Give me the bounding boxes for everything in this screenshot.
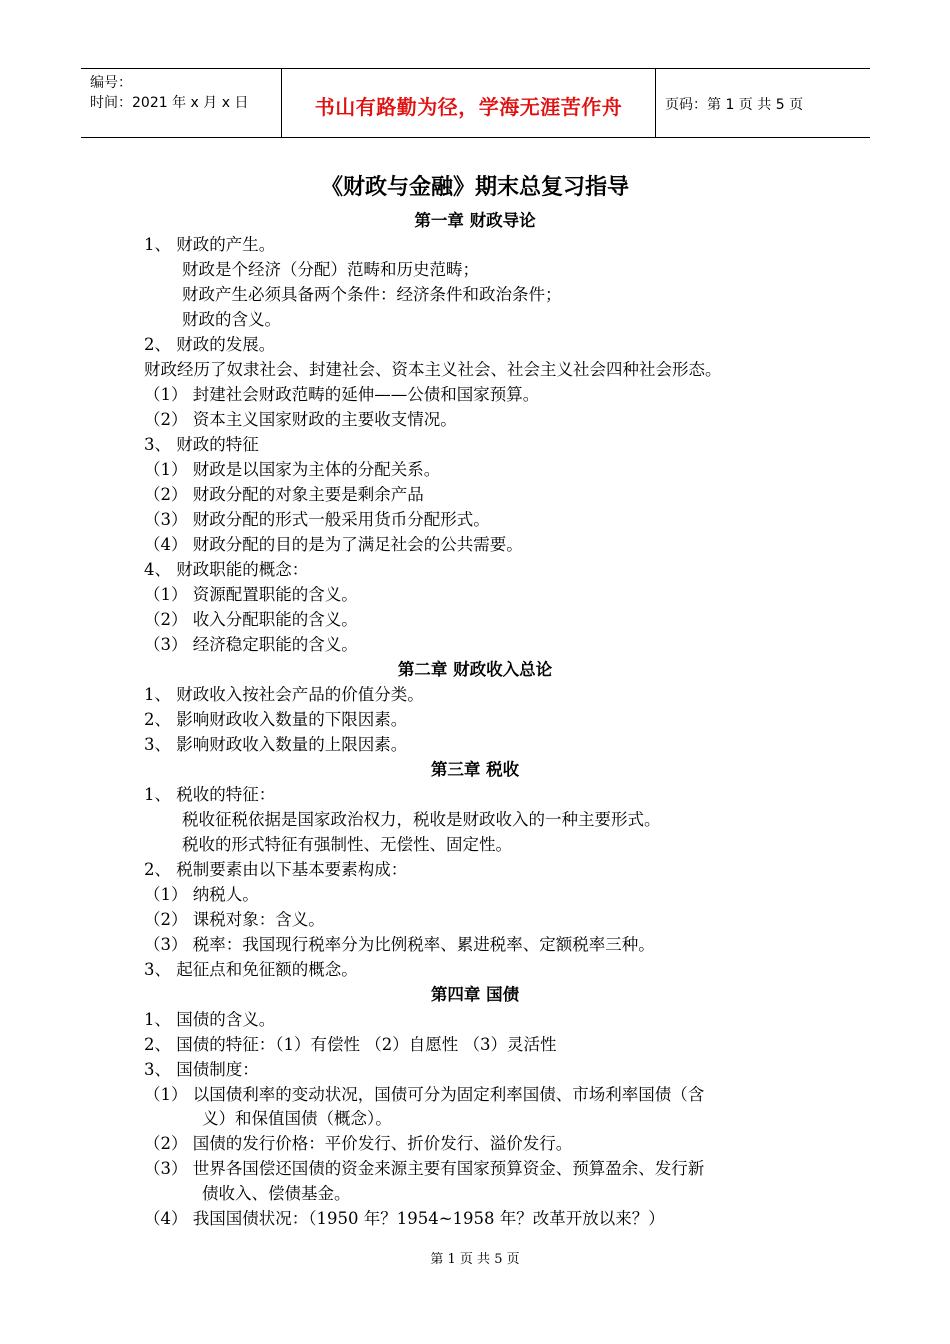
document-number-label: 编号：	[90, 75, 132, 91]
document-title: 《财政与金融》期末总复习指导	[320, 175, 629, 200]
text-line: 2、 财政的发展。	[144, 335, 276, 354]
chapter-heading: 第四章 国债	[430, 985, 520, 1004]
text-line: （4） 财政分配的目的是为了满足社会的公共需要。	[144, 535, 523, 554]
text-line: 1、 财政收入按社会产品的价值分类。	[144, 685, 424, 704]
text-line: 3、 财政的特征	[144, 435, 259, 454]
text-line: 税收的形式特征有强制性、无偿性、固定性。	[182, 835, 512, 854]
text-line: （2） 国债的发行价格：平价发行、折价发行、溢价发行。	[144, 1134, 573, 1153]
text-line: （1） 财政是以国家为主体的分配关系。	[144, 460, 441, 479]
text-line: 义）和保值国债（概念）。	[202, 1109, 392, 1128]
chapter-heading: 第三章 税收	[430, 760, 520, 779]
text-line: （3） 经济稳定职能的含义。	[144, 635, 358, 654]
text-line: 1、 财政的产生。	[144, 235, 276, 254]
document-header	[81, 68, 870, 138]
text-line: （1） 纳税人。	[144, 885, 259, 904]
text-line: （3） 世界各国偿还国债的资金来源主要有国家预算资金、预算盈余、发行新	[144, 1159, 705, 1178]
text-line: 财政的含义。	[182, 310, 281, 329]
page-footer: 第 1 页 共 5 页	[430, 1252, 520, 1267]
text-line: 3、 起征点和免征额的概念。	[144, 960, 358, 979]
text-line: （2） 课税对象：含义。	[144, 910, 325, 929]
document-date-label: 时间：2021 年 x 月 x 日	[90, 95, 249, 111]
header-motto-cell	[281, 69, 656, 137]
text-line: （3） 税率：我国现行税率分为比例税率、累进税率、定额税率三种。	[144, 935, 655, 954]
text-line: 3、 影响财政收入数量的上限因素。	[144, 735, 408, 754]
text-line: （2） 收入分配职能的含义。	[144, 610, 358, 629]
text-line: 1、 国债的含义。	[144, 1010, 276, 1029]
header-page-label: 页码：第 1 页 共 5 页	[665, 97, 804, 113]
chapter-heading: 第一章 财政导论	[414, 211, 536, 230]
chapter-heading: 第二章 财政收入总论	[397, 660, 553, 679]
text-line: 税收征税依据是国家政治权力，税收是财政收入的一种主要形式。	[182, 810, 661, 829]
text-line: 2、 影响财政收入数量的下限因素。	[144, 710, 408, 729]
text-line: 债收入、偿债基金。	[202, 1184, 351, 1203]
text-line: 3、 国债制度：	[144, 1060, 259, 1079]
text-line: （1） 以国债利率的变动状况，国债可分为固定利率国债、市场利率国债（含	[144, 1085, 705, 1104]
header-page-cell	[655, 69, 870, 137]
text-line: （1） 资源配置职能的含义。	[144, 585, 358, 604]
text-line: 4、 财政职能的概念：	[144, 560, 309, 579]
text-line: 2、 税制要素由以下基本要素构成：	[144, 860, 408, 879]
text-line: （2） 财政分配的对象主要是剩余产品	[144, 485, 424, 504]
text-line: 1、 税收的特征：	[144, 785, 276, 804]
header-meta-cell	[81, 69, 281, 137]
text-line: 财政产生必须具备两个条件：经济条件和政治条件；	[182, 285, 562, 304]
text-line: （2） 资本主义国家财政的主要收支情况。	[144, 410, 457, 429]
text-line: 财政是个经济（分配）范畴和历史范畴；	[182, 260, 479, 279]
text-line: （4） 我国国债状况：（1950 年？1954~1958 年？改革开放以来？）	[144, 1209, 665, 1228]
header-motto: 书山有路勤为径，学海无涯苦作舟	[314, 95, 623, 119]
text-line: 2、 国债的特征：（1）有偿性 （2）自愿性 （3）灵活性	[144, 1035, 557, 1054]
text-line: 财政经历了奴隶社会、封建社会、资本主义社会、社会主义社会四种社会形态。	[144, 360, 722, 379]
text-line: （1） 封建社会财政范畴的延伸——公债和国家预算。	[144, 385, 540, 404]
text-line: （3） 财政分配的形式一般采用货币分配形式。	[144, 510, 490, 529]
